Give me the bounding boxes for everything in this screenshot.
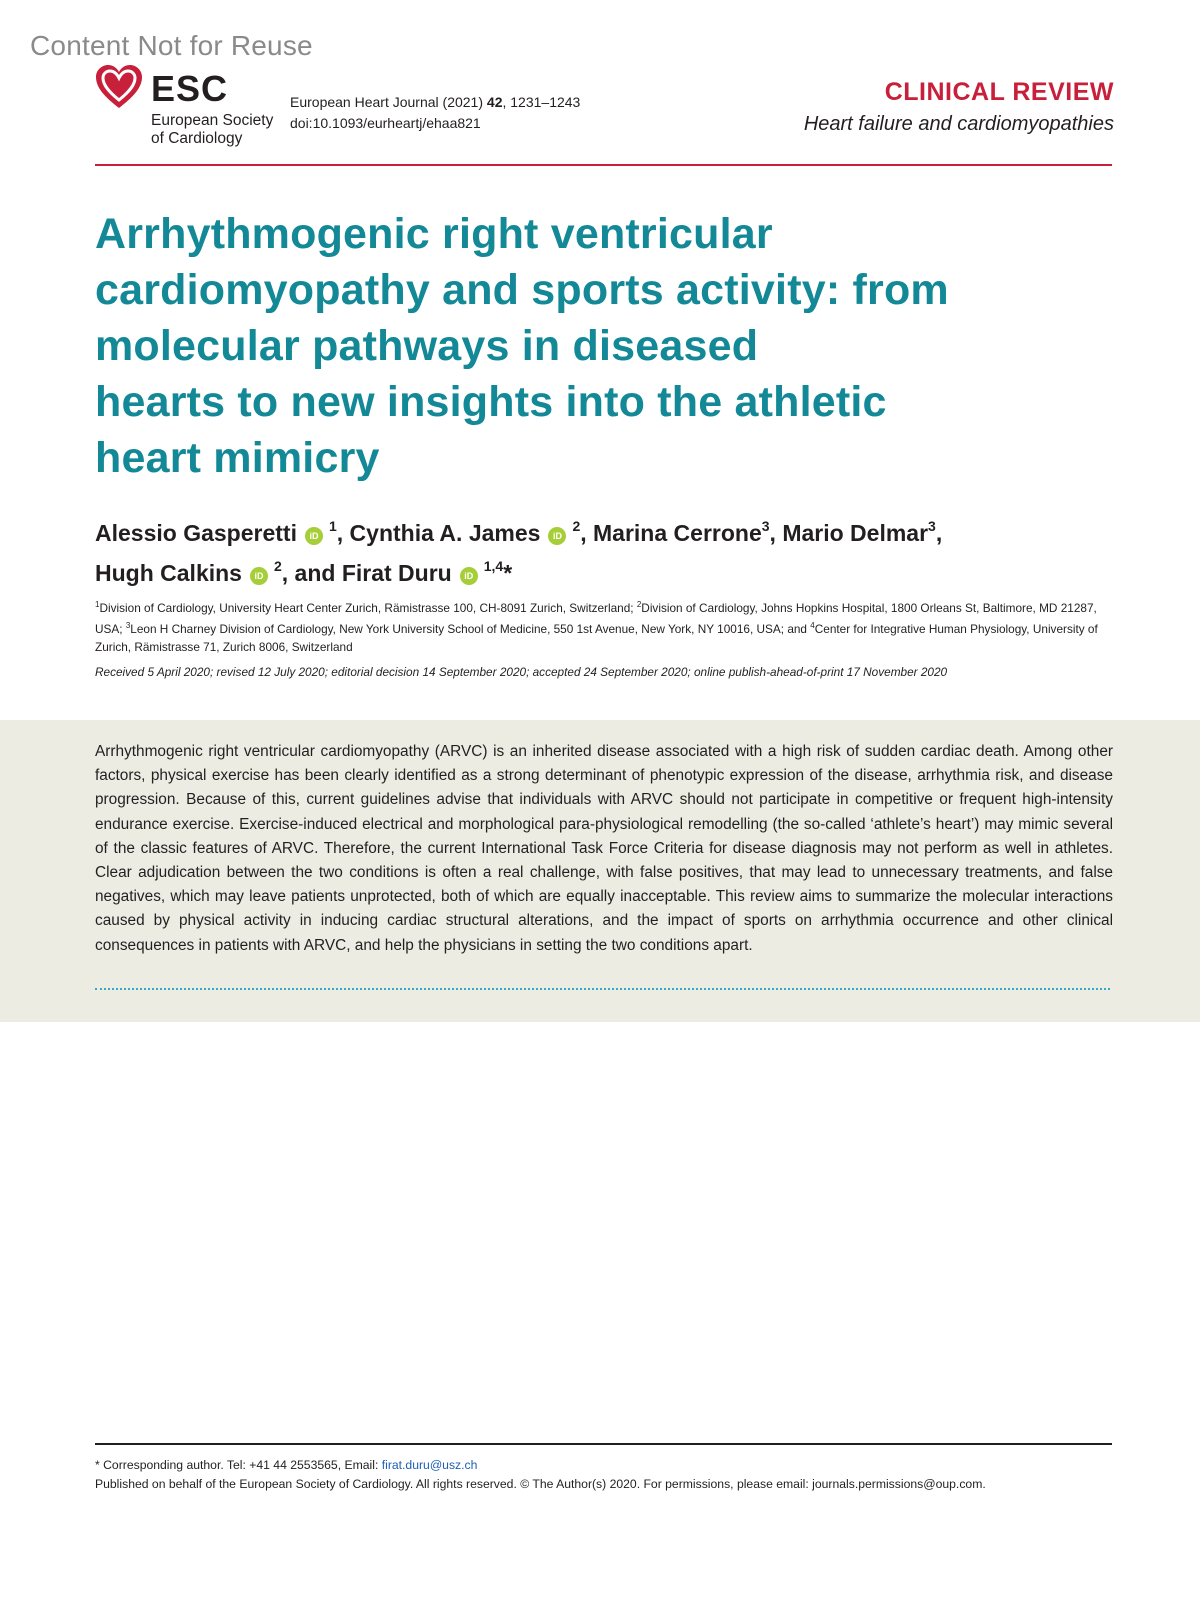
article-dates: Received 5 April 2020; revised 12 July 2020; editorial decision 14 September 2020; accepted 24 September 2020; online publish-ahead-of-print 17 November 2020: [95, 665, 948, 679]
footnote: * Corresponding author. Tel: +41 44 2553565, Email: firat.duru@usz.ch Published on behalf of the European Society of Cardiology. All rights reserved. © The Author(s) 2020. For permissions, please email: journals.permissions@oup.com.: [95, 1456, 1115, 1494]
footnote-divider: [95, 1443, 1112, 1445]
article-kind: CLINICAL REVIEW: [884, 78, 1114, 106]
author[interactable]: Firat Duru iD$^{1,4}$*: [341, 558, 513, 586]
esc-logo: [95, 64, 285, 154]
abstract-divider: [95, 988, 1110, 990]
header-divider: [95, 164, 1112, 166]
doi: doi:10.1093/eurheartj/ehaa821: [290, 115, 481, 131]
abstract-text: Arrhythmogenic right ventricular cardiomyopathy (ARVC) is an inherited disease associated with a high risk of sudden cardiac death. Among other factors, physical exercise has been clearly identified as a strong determinant of phenotypic expression of the disease, arrhythmia risk, and disease progression. Because of this, current guidelines advise that individuals with ARVC should not participate in competitive or frequent high-intensity endurance exercise. Exercise-induced electrical and morphological para-physiological remodelling (the so-called ‘athlete’s heart’) may mimic several of the classic features of ARVC. Therefore, the current International Task Force Criteria for disease diagnosis may not perform as well in athletes. Clear adjudication between the two conditions is often a real challenge, with false positives, that may lead to unnecessary treatments, and false negatives, which may leave patients unprotected, both of which are equally inacceptable. This review aims to summarize the molecular interactions caused by physical activity in inducing cardiac structural alterations, and the impact of sports on arrhythmia occurrence and other clinical consequences in patients with ARVC, and help the physicians in setting the two conditions apart.: [95, 743, 1113, 954]
author[interactable]: Cynthia A. James $iD^2$: [349, 518, 581, 546]
watermark: Content Not for Reuse: [30, 30, 313, 61]
article-category: Heart failure and cardiomyopathies: [803, 113, 1114, 135]
author[interactable]: Hugh Calkins $iD^2$: [95, 558, 282, 586]
author-list: Alessio Gasperetti $iD^1$, Cynthia A. James $iD^2$, Marina Cerrone$^3$, Mario Delmar$^3$, Hugh Calkins $iD^2$, and Firat Duru iD$^{1,4}$*: [95, 518, 943, 586]
logo-society-name: European Society of Cardiology: [151, 112, 274, 147]
author[interactable]: Marina Cerrone$^3$: [593, 518, 770, 546]
article-title: Arrhythmogenic right ventricular cardiomyopathy and sports activity: from molecular pathways in diseased hearts to new insights into the athletic heart mimicry: [95, 210, 949, 482]
corresponding-email-link[interactable]: firat.duru@usz.ch: [381, 1458, 478, 1472]
author[interactable]: Alessio Gasperetti $iD^1$: [95, 518, 337, 546]
author[interactable]: Mario Delmar$^3$: [782, 518, 936, 546]
orcid-icon[interactable]: iD: [250, 567, 268, 585]
journal-citation: European Heart Journal (2021) 42, 1231–1243 doi:10.1093/eurheartj/ehaa821: [290, 92, 580, 134]
publication-notice: Published on behalf of the European Society of Cardiology. All rights reserved. © The Author(s) 2020. For permissions, please email: journals.permissions@oup.com.: [95, 1477, 986, 1491]
affiliations: $^1$Division of Cardiology, University Heart Center Zurich, Rämistrasse 100, CH-8091 Zurich, Switzerland; $^2$Division of Cardiology, Johns Hopkins Hospital, 1800 Orleans St, Baltimore, MD 21287, USA; $^3$Leon H Charney Division of Cardiology, New York University School of Medicine, 550 1st Avenue, New York, NY 10016, USA; and $^4$Center for Integrative Human Physiology, University of Zurich, Rämistrasse 71, Zurich 8006, Switzerland: [95, 600, 1098, 654]
orcid-icon[interactable]: iD: [460, 567, 478, 585]
orcid-icon[interactable]: iD: [548, 527, 566, 545]
logo-acronym: ESC: [151, 68, 229, 109]
orcid-icon[interactable]: iD: [305, 527, 323, 545]
article-type: [804, 78, 1114, 136]
heart-logo-icon: [95, 64, 143, 110]
corresponding-author-mark: *: [503, 560, 513, 586]
